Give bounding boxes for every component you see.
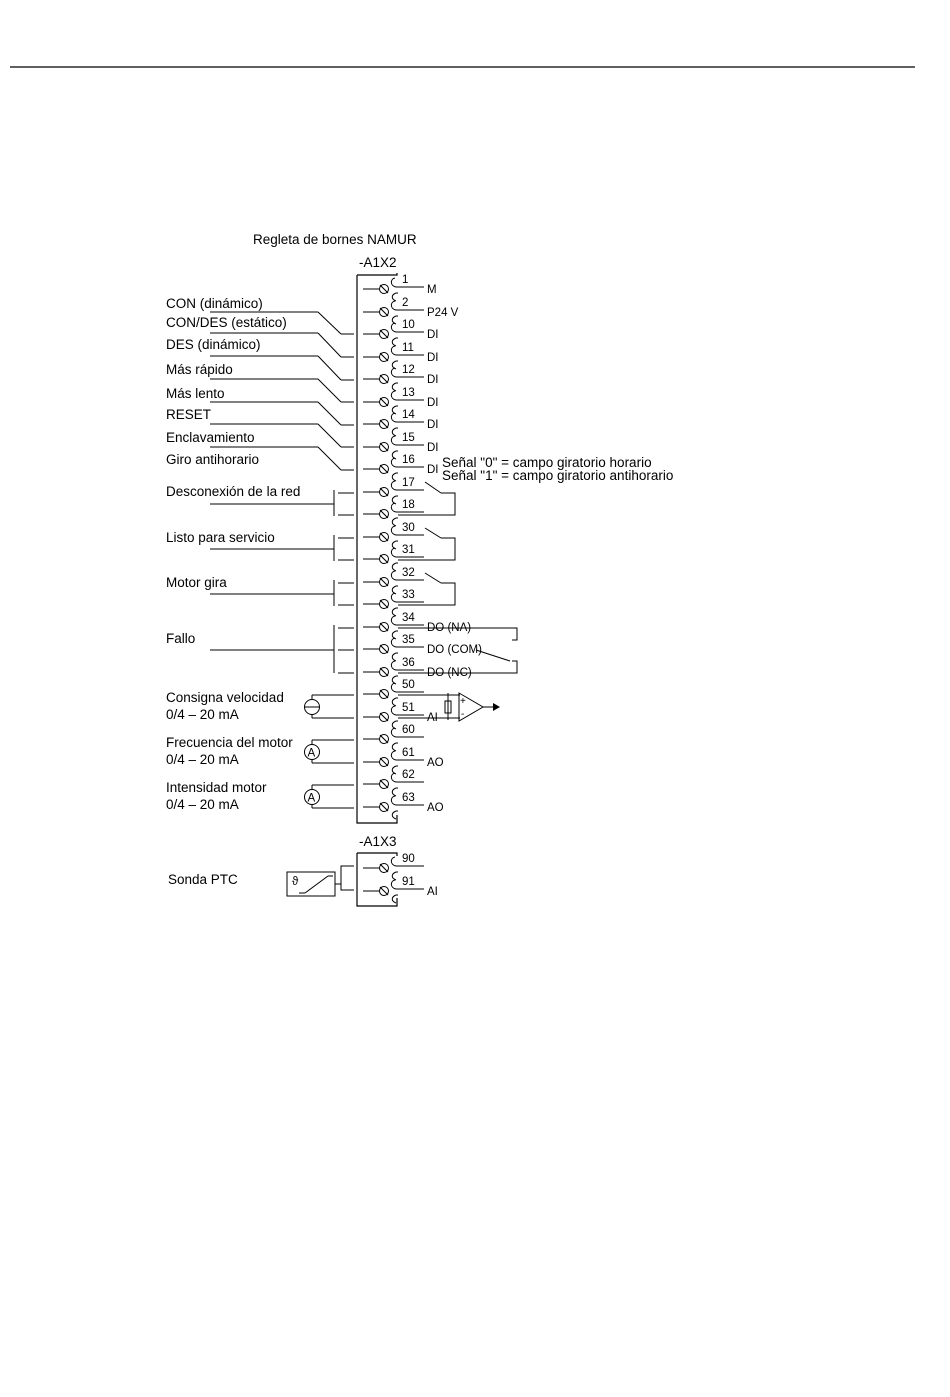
terminal (363, 499, 424, 526)
note-senal-1: Señal "1" = campo giratorio antihorario (442, 468, 674, 483)
terminal-number: 11 (402, 342, 414, 354)
terminal-signal: DO (NA) (427, 622, 472, 634)
terminal-signal: DI (427, 352, 439, 364)
opamp-plus: + (460, 696, 466, 707)
terminal (363, 364, 439, 391)
terminal-number: 61 (402, 747, 415, 759)
terminal-signal: DI (427, 329, 439, 341)
terminal (363, 657, 472, 684)
terminal (363, 432, 439, 459)
label-desconexion-red: Desconexión de la red (166, 484, 301, 499)
label-consigna-velocidad: Consigna velocidad (166, 690, 284, 705)
terminal-number: 16 (402, 454, 415, 466)
theta-symbol: ϑ (292, 876, 299, 888)
terminal-number: 35 (402, 634, 415, 646)
terminal-signal: DI (427, 397, 439, 409)
ammeter-symbol-1: A (307, 747, 316, 760)
terminal-number: 2 (402, 297, 409, 309)
terminal (363, 522, 424, 549)
label-giro-antihorario: Giro antihorario (166, 452, 260, 467)
terminal (363, 319, 439, 346)
terminal-group (363, 274, 482, 903)
strip-title: Regleta de bornes NAMUR (253, 232, 417, 247)
terminal (363, 724, 424, 751)
terminal-number: 50 (402, 679, 415, 691)
label-frecuencia-motor: Frecuencia del motor (166, 735, 293, 750)
terminal-signal: AI (427, 712, 438, 724)
label-con-dinamico: CON (dinámico) (166, 296, 263, 311)
terminal-signal: AI (427, 886, 438, 898)
label-sonda-ptc: Sonda PTC (168, 872, 238, 887)
terminal-signal: DI (427, 464, 439, 476)
label-intensidad-motor: Intensidad motor (166, 780, 267, 795)
terminal (363, 589, 424, 616)
terminal (363, 409, 439, 436)
analog-output-intensidad (305, 785, 355, 808)
terminal (363, 567, 424, 594)
terminal-number: 14 (402, 409, 415, 421)
terminal (363, 454, 439, 481)
opamp-minus: - (461, 709, 465, 720)
terminal (363, 679, 424, 706)
terminal-signal: DI (427, 374, 439, 386)
label-fallo: Fallo (166, 631, 196, 646)
terminal (363, 702, 438, 729)
label-intensidad-rango: 0/4 – 20 mA (166, 797, 239, 812)
terminal (363, 387, 439, 414)
terminal-signal: M (427, 284, 437, 296)
terminal (363, 634, 482, 661)
terminal (363, 612, 471, 639)
ptc-sensor (287, 866, 354, 896)
label-enclavamiento: Enclavamiento (166, 430, 255, 445)
terminal (363, 769, 424, 796)
terminal-number: 90 (402, 853, 415, 865)
terminal-number: 63 (402, 792, 415, 804)
terminal-signal: DI (427, 442, 439, 454)
label-des-dinamico: DES (dinámico) (166, 337, 261, 352)
label-listo-servicio: Listo para servicio (166, 530, 275, 545)
terminal (363, 274, 437, 301)
label-consigna-rango: 0/4 – 20 mA (166, 707, 239, 722)
terminal (363, 544, 424, 571)
label-reset: RESET (166, 407, 212, 422)
terminal-number: 91 (402, 876, 415, 888)
terminal-signal: P24 V (427, 307, 459, 319)
terminal (363, 853, 424, 880)
terminal-signal: DI (427, 419, 439, 431)
terminal-number: 17 (402, 477, 415, 489)
terminal-signal: DO (COM) (427, 644, 482, 656)
terminal-number: 15 (402, 432, 415, 444)
terminal-number: 32 (402, 567, 415, 579)
terminal-signal: DO (NC) (427, 667, 472, 679)
terminal-number: 30 (402, 522, 415, 534)
terminal-number: 33 (402, 589, 415, 601)
terminal (363, 477, 424, 504)
note-senal-0: Señal "0" = campo giratorio horario (442, 455, 652, 470)
label-con-des-estatico: CON/DES (estático) (166, 315, 287, 330)
label-mas-lento: Más lento (166, 386, 225, 401)
terminal-number: 60 (402, 724, 415, 736)
terminal-number: 51 (402, 702, 415, 714)
label-motor-gira: Motor gira (166, 575, 227, 590)
strip1-name: -A1X2 (359, 255, 397, 270)
ammeter-symbol-2: A (307, 792, 316, 805)
label-mas-rapido: Más rápido (166, 362, 233, 377)
terminal-number: 13 (402, 387, 415, 399)
terminal-number: 31 (402, 544, 415, 556)
terminal-number: 18 (402, 499, 415, 511)
terminal (363, 876, 438, 903)
terminal-number: 62 (402, 769, 415, 781)
terminal-number: 1 (402, 274, 409, 286)
terminal-number: 34 (402, 612, 415, 624)
terminal (363, 342, 439, 369)
terminal (363, 792, 444, 819)
strip2-name: -A1X3 (359, 834, 397, 849)
terminal-number: 36 (402, 657, 415, 669)
label-frecuencia-rango: 0/4 – 20 mA (166, 752, 239, 767)
terminal-strip-a1x2 (357, 273, 397, 823)
analog-output-frecuencia (305, 740, 355, 763)
terminal-signal: AO (427, 802, 444, 814)
terminal-number: 12 (402, 364, 415, 376)
terminal-number: 10 (402, 319, 415, 331)
digital-input-wiring (210, 312, 354, 470)
terminal-signal: AO (427, 757, 444, 769)
